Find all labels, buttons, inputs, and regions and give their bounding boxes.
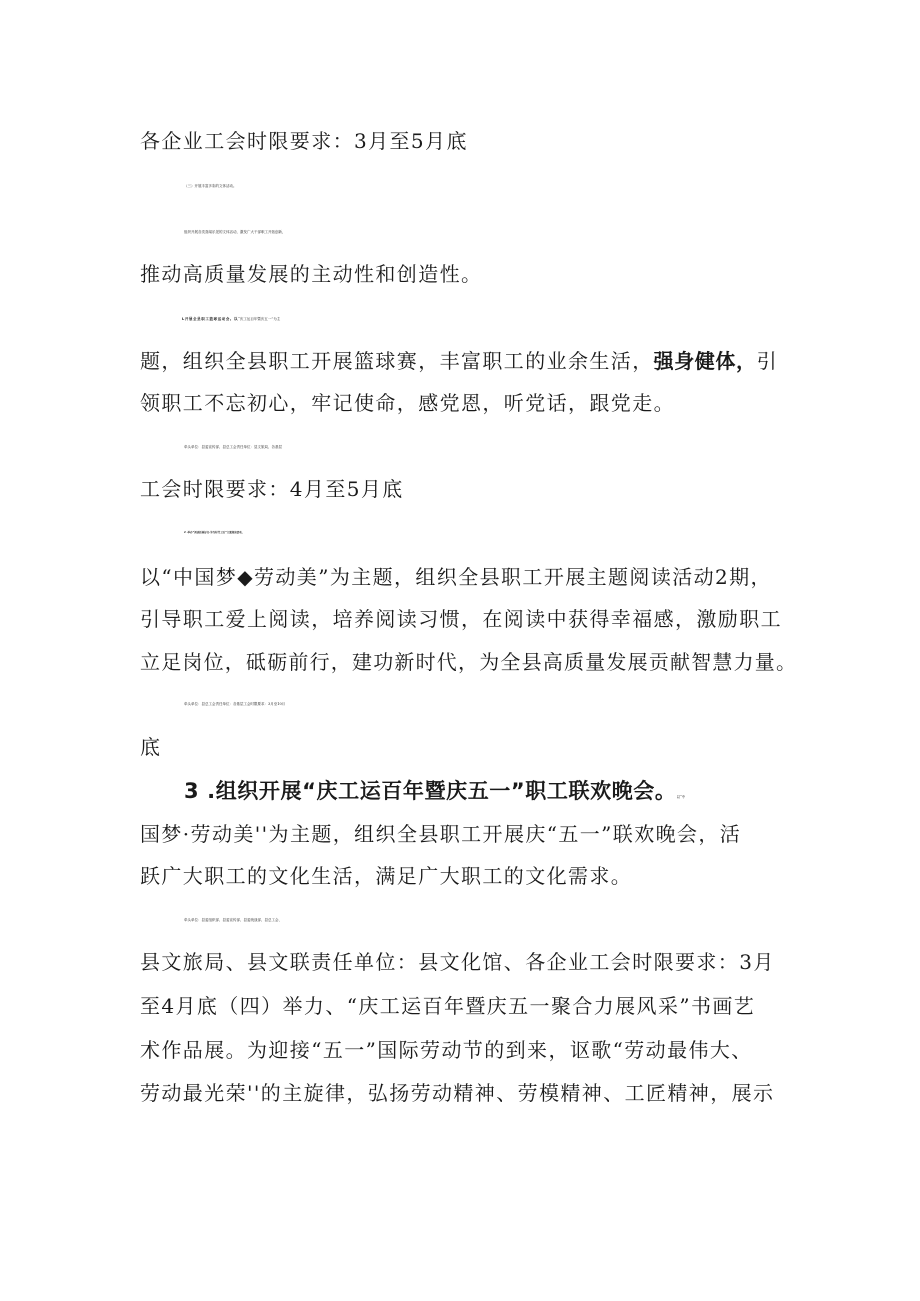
paragraph-line — [140, 347, 790, 375]
paragraph-line: 国梦·劳动美''为主题，组织全县职工开展庆“五一”联欢晚会，活 — [140, 822, 742, 846]
item-title-line — [184, 777, 834, 811]
paragraph-line: 牵头单位：县委宣传部、县总工会责任单位：县文旅局、各基层 — [184, 445, 282, 449]
paragraph-line: 立足岗位，砥砺前行，建功新时代，为全县高质量发展贡献智慧力量。 — [140, 650, 798, 674]
paragraph-line: 领职工不忘初心，牢记使命，感党恩，听党话，跟党走。 — [140, 391, 675, 415]
paragraph-line: 底 — [140, 735, 162, 759]
section-heading: （三）开展丰富多彩的文体活动。 — [184, 184, 237, 188]
item-text: 以“中 — [676, 795, 686, 799]
item-text: “庆工运百年暨庆五一”为主 — [238, 317, 281, 321]
paragraph-line: 术作品展。为迎接“五一”国际劳动节的到来，讴歌“劳动最伟大、 — [140, 1038, 753, 1062]
paragraph-line: 推动高质量发展的主动性和创造性。 — [140, 262, 483, 286]
paragraph-line: 劳动最光荣''的主旋律，弘扬劳动精神、劳模精神、工匠精神，展示 — [140, 1081, 775, 1105]
paragraph-line: 跃广大职工的文化生活，满足广大职工的文化需求。 — [140, 864, 633, 888]
paragraph-line: 各企业工会时限要求：3月至5月底 — [140, 129, 468, 153]
paragraph-line: 工会时限要求：4月至5月底 — [140, 477, 404, 501]
item-title: 3 .组织开展“庆工运百年暨庆五一”职工联欢晚会。 — [184, 779, 677, 803]
emphasis-text: 强身健体， — [653, 349, 757, 373]
item-title-line — [182, 305, 832, 333]
paragraph-line: 县文旅局、县文联责任单位：县文化馆、各企业工会时限要求：3月 — [140, 950, 775, 974]
paragraph-line: 牵头单位：县总工会责任单位：各基层工会时限要求：3月至10月 — [184, 702, 286, 706]
paragraph-line: 引导职工爱上阅读，培养阅读习惯，在阅读中获得幸福感，激励职工 — [140, 607, 782, 631]
paragraph-line: 组织开展各类喜闻乐见的文体活动，激发广大干部职工开拓创新， — [184, 230, 286, 234]
item-title: L开展全县职工篮球运动会。以 — [182, 317, 239, 321]
item-text: 引 — [756, 349, 779, 373]
paragraph-line: 牵头单位：县委组织部、县委宣传部、县委统战部、县总工会、 — [184, 918, 282, 922]
item-text: 题，组织全县职工开展篮球赛，丰富职工的业余生活， — [140, 349, 654, 373]
item-title: 2 .举办“阅读经典好书·争当时代工匠”主题阅读活动。 — [184, 531, 245, 534]
paragraph-line: 至4月底（四）举力、“庆工运百年暨庆五一聚合力展风采”书画艺 — [140, 994, 756, 1018]
paragraph-line: 以“中国梦◆劳动美”为主题，组织全县职工开展主题阅读活动2期， — [140, 565, 772, 589]
